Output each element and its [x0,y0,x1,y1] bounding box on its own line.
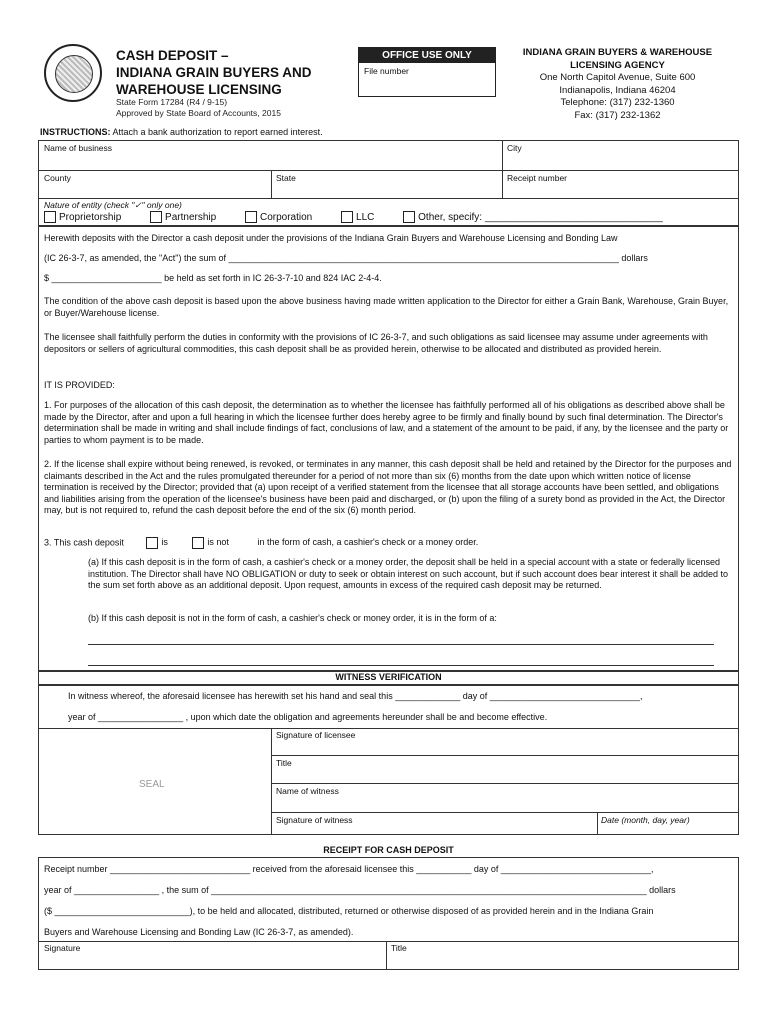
entity-option-other[interactable] [403,212,663,223]
licensee-title-field[interactable]: Title [276,758,292,768]
title-line-1: CASH DEPOSIT – [116,48,229,63]
is-not-option[interactable] [192,537,229,547]
entity-options [44,211,663,223]
instructions [40,127,323,137]
entity-option-corporation[interactable] [245,212,312,223]
receipt-line-2[interactable]: year of _________________ , the sum of _______________________________________________________________________________________ dollars [44,885,676,895]
option-label: Other, specify: ________________________________ [418,211,663,223]
licensee-signature-field[interactable]: Signature of licensee [276,730,356,740]
option-label: LLC [356,211,375,223]
office-use-box [358,47,496,97]
option-label: Proprietorship [59,211,122,223]
option-label: Partnership [165,211,217,223]
agency-name-1: INDIANA GRAIN BUYERS & WAREHOUSE [522,47,713,58]
file-number-field[interactable]: File number [364,66,409,76]
witness-line-2[interactable]: year of _________________ , upon which date the obligation and agreements hereunder shall be and become effective. [68,712,548,722]
receipt-signature-field[interactable]: Signature [44,943,81,953]
provision-3 [44,537,478,549]
business-name-field[interactable]: Name of business [44,143,113,153]
instructions-label: INSTRUCTIONS: [40,127,111,137]
receipt-title-field[interactable]: Title [391,943,407,953]
entity-option-partnership[interactable] [150,212,216,223]
seal-placeholder: SEAL [139,779,165,790]
agency-address-2: Indianapolis, Indiana 46204 [559,84,676,96]
office-use-heading: OFFICE USE ONLY [359,48,495,63]
it-is-provided: IT IS PROVIDED: [44,380,115,390]
condition-paragraph: The condition of the above cash deposit is based upon the above business having made written application to the Director for either a Grain Bank, Warehouse, Grain Buyer, or Buyer/Warehouse license. [44,296,729,318]
provision-3b: (b) If this cash deposit is not in the form of cash, a cashier's check or money order, it is in the form of a: [88,613,497,623]
form-meta [116,97,281,119]
agency-address-1: One North Capitol Avenue, Suite 600 [539,72,696,83]
licensee-duties-paragraph: The licensee shall faithfully perform the duties in conformity with the provisions of IC 26-3-7, and such obligations as said licensee may assume under agreements with depositors or sellers of agricultural commodities, this cash deposit shall be as provided herein, otherwise to be allocated and distributed as provided herein. [44,332,708,354]
provision-3-text: 3. This cash deposit [44,537,124,548]
provision-3a: (a) If this cash deposit is in the form of cash, a cashier's check or a money order, the deposit shall be held in a special account with a state or federally licensed institution. The Director shall have NO OBLIGATION or duty to seek or obtain interest on such account, but if such account does bear interest it shall be added to the sum set forth above as an additional deposit. Upon request, amounts in excess of the required cash deposit may be returned. [88,557,729,590]
option-label: Corporation [259,211,313,223]
checkbox-icon [245,211,257,223]
other-form-line-1[interactable] [88,644,714,645]
agency-address [505,47,730,122]
checkbox-icon [44,211,56,223]
entity-type-label: Nature of entity (check "✓" only one) [44,200,182,210]
is-not-label: is not [207,537,229,548]
checkbox-icon [341,211,353,223]
is-label: is [161,537,168,548]
deposit-amount-line[interactable]: $ ______________________ be held as set forth in IC 26-3-7-10 and 824 IAC 2-4-4. [44,273,382,283]
receipt-heading: RECEIPT FOR CASH DEPOSIT [323,845,454,855]
other-form-line-2[interactable] [88,665,714,666]
witness-heading: WITNESS VERIFICATION [335,672,442,682]
provision-1: 1. For purposes of the allocation of this cash deposit, the determination as to whether the licensee has faithfully performed all of his obligations as described above shall be made by the Director, after and upon a full hearing in which the licensee further does hereby agree to be firmly and finally bound by such final determination. The Director's determination shall be made in writing and shall include findings of fact, conclusions of law, and a statement of the amount to be paid, if any, by the licensee and the party or parties to whom payment is to be made. [44,400,729,445]
city-field[interactable]: City [507,143,522,153]
witness-name-field[interactable]: Name of witness [276,786,339,796]
provision-3-form: in the form of cash, a cashier's check or a money order. [257,537,479,548]
entity-option-llc[interactable] [341,212,374,223]
provision-2: 2. If the license shall expire without being renewed, is revoked, or terminates in any manner, this cash deposit shall be held and retained by the Director for the purposes and claimants described in the Act and the rules promulgated thereunder for a period of not more than six (6) months from the date upon which written notice of license termination is received by the Director; provided that (a) upon receipt of a verified statement from the licensee that all storage accounts have been settled, and obligations and liabilities arising from the operation of the licensee's business have been paid and discharged, or (b) upon the filing of a surety bond as provided in the Act, the Director may, but is not required to, refund the cash deposit before the end of the six (6) month period. [44,459,732,515]
title-line-2: INDIANA GRAIN BUYERS AND [116,65,312,80]
state-field[interactable]: State [276,173,296,183]
checkbox-icon [146,537,158,549]
witness-signature-field[interactable]: Signature of witness [276,815,353,825]
receipt-number-field[interactable]: Receipt number [507,173,568,183]
deposit-terms-section [38,226,739,671]
receipt-line-4: Buyers and Warehouse Licensing and Bonding Law (IC 26-3-7, as amended). [44,927,354,937]
title-line-3: WAREHOUSE LICENSING [116,82,282,97]
agency-fax: Fax: (317) 232-1362 [574,109,661,121]
deposit-paragraph-1: Herewith deposits with the Director a cash deposit under the provisions of the Indiana Grain Buyers and Warehouse Licensing and Bonding Law [44,233,618,243]
instructions-text: Attach a bank authorization to report earned interest. [112,127,323,137]
agency-name-2: LICENSING AGENCY [570,59,665,71]
witness-date-field[interactable]: Date (month, day, year) [601,815,690,825]
checkbox-icon [403,211,415,223]
county-field[interactable]: County [44,173,71,183]
receipt-line-1[interactable]: Receipt number ____________________________ received from the aforesaid licensee this ___________ day of ______________________________, [44,864,654,874]
receipt-line-3[interactable]: ($ ___________________________), to be held and allocated, distributed, returned or otherwise disposed of as provided herein and in the Indiana Grain [44,906,654,916]
deposit-sum-line[interactable]: (IC 26-3-7, as amended, the "Act") the sum of ______________________________________________________________________________ dollars [44,253,648,263]
form-title [116,47,312,98]
state-seal-icon [44,44,102,102]
is-option[interactable] [146,537,168,547]
form-number: State Form 17284 (R4 / 9-15) [116,97,228,107]
checkbox-icon [150,211,162,223]
checkbox-icon [192,537,204,549]
approval-note: Approved by State Board of Accounts, 2015 [116,108,281,118]
agency-phone: Telephone: (317) 232-1360 [560,97,675,108]
witness-line-1[interactable]: In witness whereof, the aforesaid licensee has herewith set his hand and seal this _____________ day of ______________________________, [68,691,643,701]
entity-option-proprietorship[interactable] [44,212,121,223]
